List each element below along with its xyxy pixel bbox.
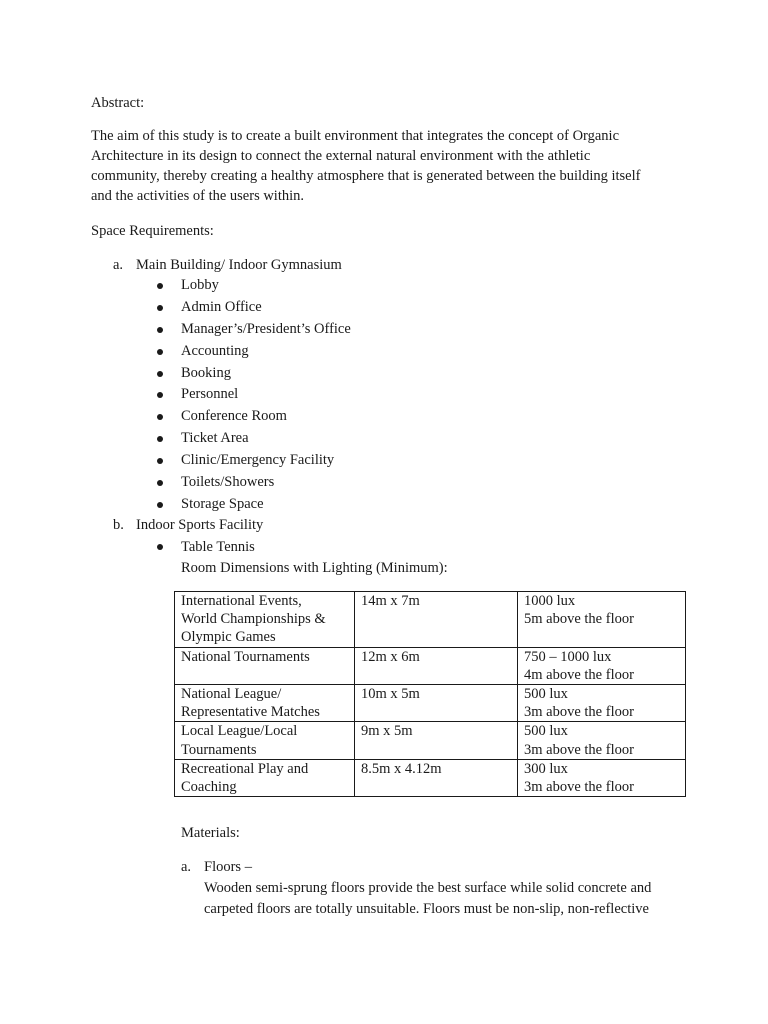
floors-line: Wooden semi-sprung floors provide the best surface while solid concrete and xyxy=(204,880,652,896)
lighting-cell: 500 lux 3m above the floor xyxy=(518,685,686,722)
bullet-icon xyxy=(157,414,163,420)
bullet-icon xyxy=(157,283,163,289)
table-row xyxy=(175,647,686,684)
section-b-title: Indoor Sports Facility xyxy=(136,517,264,533)
bullet-icon xyxy=(157,305,163,311)
level-cell: Recreational Play and Coaching xyxy=(175,759,355,796)
lighting-cell: 300 lux 3m above the floor xyxy=(518,759,686,796)
dimensions-cell: 9m x 5m xyxy=(355,722,518,759)
list-marker-a: a. xyxy=(181,859,192,875)
bullet-icon xyxy=(157,392,163,398)
bullet-icon xyxy=(157,436,163,442)
floors-label: Floors – xyxy=(204,859,252,875)
floors-paragraph xyxy=(204,878,651,919)
table-tennis-requirements-table xyxy=(174,591,686,797)
abstract-line: and the activities of the users within. xyxy=(91,188,305,204)
abstract-heading: Abstract: xyxy=(91,95,145,111)
abstract-paragraph xyxy=(91,126,691,206)
dimensions-cell: 10m x 5m xyxy=(355,685,518,722)
lighting-cell: 1000 lux 5m above the floor xyxy=(518,592,686,648)
table-row xyxy=(175,759,686,796)
lighting-cell: 500 lux 3m above the floor xyxy=(518,722,686,759)
section-a-title: Main Building/ Indoor Gymnasium xyxy=(136,257,342,273)
dimensions-cell: 14m x 7m xyxy=(355,592,518,648)
list-marker-a: a. xyxy=(113,257,124,273)
bullet-icon xyxy=(157,544,163,550)
dimensions-cell: 8.5m x 4.12m xyxy=(355,759,518,796)
floors-line: carpeted floors are totally unsuitable. Floors must be non-slip, non-reflective xyxy=(204,900,649,917)
bullet-icon xyxy=(157,502,163,508)
room-dimensions-subheading: Room Dimensions with Lighting (Minimum): xyxy=(181,560,448,576)
space-requirements-heading: Space Requirements: xyxy=(91,223,214,239)
abstract-line: Architecture in its design to connect the external natural environment with the athletic xyxy=(91,148,591,164)
level-cell: National Tournaments xyxy=(175,647,355,684)
level-cell: Local League/Local Tournaments xyxy=(175,722,355,759)
bullet-icon xyxy=(157,458,163,464)
dimensions-cell: 12m x 6m xyxy=(355,647,518,684)
table-row xyxy=(175,685,686,722)
lighting-cell: 750 – 1000 lux 4m above the floor xyxy=(518,647,686,684)
materials-heading: Materials: xyxy=(181,825,240,841)
document-page: Abstract: The aim of this study is to create a built environment that integrates the concept of Organic Architecture in its design to connect the external natural environment with the athletic community, thereby creating a healthy atmosphere that is generated between the building itself and the activities of the users within. Space Requirements: a. Main Building/ Indoor Gymnasium Lobby Admin Office Manager’s/President’s Office Accounting Booking Personnel Conference Room Ticket Area Clinic/Emergency Facility Toilets/Showers Storage Space b. Indoor Sports Facility Table Tennis Room Dimensions with Lighting (Minimum): International Events, World Championships & Olympic Games 14m x 7m 1000 lux 5m above the floor National Tournaments 12m x 6m 750 – 1000 lux 4m above the floor National League/ Representative Matches 10m x 5m 500 lux 3m above the floor Local League/Local Tournaments 9m x 5m 500 lux 3m above the floor Recreational Play and Coaching 8.5m x 4.12m 300 lux 3m above the floor Materials: a. Floors – Wooden semi-sprung floors provide the best surface while solid concrete and carpeted floors are totally unsuitable. Floors must be non-slip, non-reflective xyxy=(0,0,768,1024)
section-b-item: Table Tennis xyxy=(181,539,255,555)
table-row xyxy=(175,592,686,648)
bullet-icon xyxy=(157,371,163,377)
level-cell: International Events, World Championships & Olympic Games xyxy=(175,592,355,648)
list-marker-b: b. xyxy=(113,517,124,533)
abstract-line: The aim of this study is to create a built environment that integrates the concept of Organic xyxy=(91,128,620,144)
level-cell: National League/ Representative Matches xyxy=(175,685,355,722)
abstract-line: community, thereby creating a healthy atmosphere that is generated between the building itself xyxy=(91,168,641,184)
bullet-icon xyxy=(157,480,163,486)
bullet-icon xyxy=(157,327,163,333)
table-row xyxy=(175,722,686,759)
bullet-icon xyxy=(157,349,163,355)
